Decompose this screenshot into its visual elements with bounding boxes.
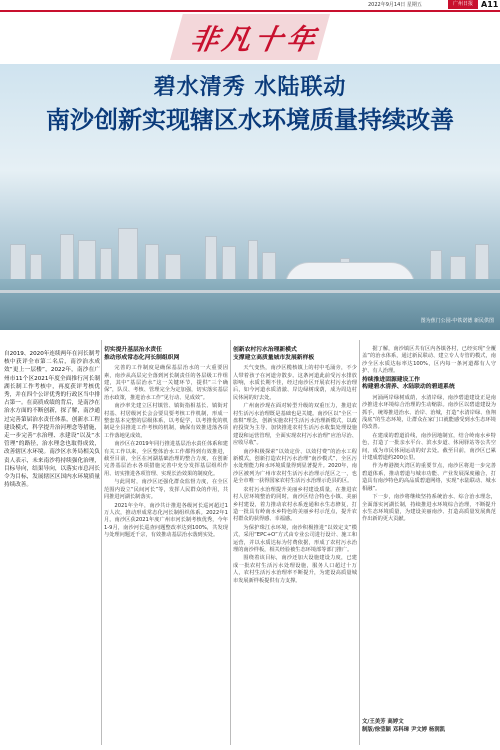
paragraph: 天气变热，南沙区榄核镇上的村中毛涌旁，不少人带着孩子在河道旁散步。这条河道此前受污水排放影响，水质长期不佳，经过南沙区开展农村污水治理后，如今河道水质清澈、岸边绿树成荫，成为周边村民休闲的好去处。 bbox=[233, 365, 357, 401]
section-heading: 切实提升基层治水责任 推动形成常态化河长制组织网 bbox=[104, 347, 180, 361]
paragraph: 完善的工作制度是确保基层治水的一大重要因素，南沙从高层完全落到河长制责任的各层级工作组建，其中“基层治水”这一关键环节，提供“三个确保”，队员、考核、管理完全为定加强，切实落实基层治水政策，推进治水工作“见行动、见成效”。 bbox=[104, 365, 228, 401]
byline bbox=[362, 718, 496, 734]
editor-line: 制版/徐莹颖 邓科璋 尹文婷 杨润凯 bbox=[362, 727, 446, 733]
paragraph: 与此同时，南沙区还强化群众监督力度，在全区范围内设立“民间河长”等，发挥人民群众的作用，共同推进河湖长制落实。 bbox=[104, 479, 228, 501]
article-column-2 bbox=[233, 346, 357, 586]
paragraph: 南沙区在2019年同行推进基层治水责任体系和建有关工作以来，全区整体治水工作都得到有效推进，截至目前，全区在河湖基础治理的整合力度，在创新完善基层治水各项措施完善中充分发挥基层组织作用、切实推进各项管理、实现长治效果的制度化。 bbox=[104, 441, 228, 477]
masthead-title bbox=[188, 18, 318, 58]
city-skyline bbox=[0, 214, 500, 284]
top-bar bbox=[0, 0, 500, 10]
paragraph: 围绕着该目标，南沙还加大设施建设力度，已建成一批农村生活污水处理设施，服务人口超过十万人，农村生活污水治理率不断提升，为建设高质量城市发展新样板提供有力支撑。 bbox=[233, 555, 357, 584]
article-column-1 bbox=[104, 346, 228, 541]
headline-line-2: 南沙创新实现辖区水环境质量持续改善 bbox=[46, 105, 454, 134]
column-divider bbox=[101, 340, 102, 745]
paragraph: 2021年全年，南沙共计推进各级河长巡河超过1万人次，推动形成常态化河长制组织体系。2022年1月，南沙区获2021年度广州市河长制考核优秀，今年1-9月，南沙河长巡查问题整改率达到100%，共发现与处理问题近千宗，有效推动基层治水落到实处。 bbox=[104, 502, 228, 539]
paragraph: 作为粤港澳大湾区的重要节点，南沙区将进一步完善碧道体系，推动碧道与城市功能、产业发展深度融合，打造具有南沙特色的高品质碧道网络，实现“水陆联动、城水相融”。 bbox=[362, 463, 496, 492]
issue-date: 2022年9月14日 星期五 bbox=[368, 2, 422, 8]
intro-column bbox=[4, 350, 100, 490]
paragraph: 河涌两岸绿树成荫，水清岸绿，南沙碧道建设正是南沙推进水环境综合治理的生动缩影。南沙区以碧道建设为抓手，统筹推进治水、治岸、治城，打造“水清岸绿、鱼翔浅底”的生态环境，让群众在家门口就能感受到水生态环境的改善。 bbox=[362, 394, 496, 431]
photo-credit: 图为蕉门公园-中铁诺德 新民供图 bbox=[420, 318, 494, 324]
author-line: 文/王美芳 高婷文 bbox=[362, 719, 404, 725]
paragraph: 广州南沙现在面对转型升级的双重压力，推进农村生活污水治理既是基础也是关键。南沙区以“全区一盘棋”理念，创新实施农村生活污水治理新模式，以政府投资为主导、加快推进农村生活污水收集处理设施建设和运营管理，全面实现农村污水治理“应治尽治、应收尽收”。 bbox=[233, 403, 357, 447]
paragraph: 南沙率先建立区村镇管、镇街指相基长、镇街对村基、村居级河长会会要员要考核工作机制，形成一整套基本完整的层级体系，以考促学，以考推优的机制是全县推进工作考核的机制，确保有效推进落各项工作落地见成效。 bbox=[104, 403, 228, 439]
paragraph: 农村污水治理提升美丽乡村建设质量，在推进农村人居环境整治的同时，南沙区结合特色小镇、美丽乡村建设，着力推动农村水系连通和水生态修复，打造一批具有岭南水乡特色的美丽乡村示范点，提升农村群众的获得感、幸福感。 bbox=[233, 486, 357, 523]
paragraph: 在建成的碧道沿线，南沙因地制宜，结合岭南水乡特色，打造了一批亲水平台、滨水步道、休闲驿站等公共空间，成为市民休闲运动的好去处。截至目前，南沙区已累计建成碧道约200公里。 bbox=[362, 432, 496, 462]
column-divider bbox=[359, 340, 360, 745]
section-tag: 广州日报 bbox=[448, 0, 478, 9]
section-heading: 创新农村污水治理新模式 支撑建立高质量城市发展新样板 bbox=[233, 347, 315, 361]
paragraph: 据了解，南沙镇区共有区内各镇各村，已经实现“全覆盖”的治水体系，通过新民联动、建立专人专管的模式，南沙全区水质达标率达100%，区内每一条河道都有人守护、有人治理。 bbox=[362, 346, 496, 375]
paragraph: 下一步，南沙将继续坚持系统治水、综合治水理念，全面落实河湖长制，持续推进水环境综合治理，不断提升水生态环境质量，为建设美丽南沙、打造高质量发展典范作出新的更大贡献。 bbox=[362, 494, 496, 523]
section-heading: 持续推进固源建设工作 构建碧水清养、水陆联动的碧道系统 bbox=[362, 376, 455, 391]
masthead-char: 年 bbox=[283, 23, 318, 56]
hero-photo bbox=[0, 64, 500, 330]
masthead-char: 非 bbox=[187, 23, 222, 56]
waterfront-road bbox=[0, 290, 500, 293]
intro-text: 自2019、2020年连续两年在河长制考核中获评全市第二名后，南沙治水成效“更上一层楼”，2022年，南沙在广州市11个区2021年度全面推行河长制湖长制工作考核中，再度获评考核优秀，并在四个公评优秀的行政区当中排占第一。在高质成绩的背后，是南沙在治水方面的不断创新，探了解，南沙通过完善第届治水责任体系，创新水工程建设模式，科学提升治河理念等措施，走一步完善“水治理、水建设”以及“水管理”的路径，治水理念也取得成效，改善辖区水环境。南沙区水务局相关负责人表示，未来南沙将持续强化治理，目标导向，结果导向，以落实市总河长令为目标，发展辖区区国内水环境质量持续改善。 bbox=[4, 351, 100, 489]
masthead-char: 凡 bbox=[219, 23, 254, 56]
column-divider bbox=[230, 340, 231, 745]
masthead-char: 十 bbox=[251, 23, 286, 56]
headline-line-1: 碧水清秀 水陆联动 bbox=[153, 74, 347, 100]
paragraph: 南沙积极探索“以效定价、以效付费”的治水工程新模式，创新打造农村污水治理“南沙模式”，全区污水处理能力和水环境质量得到显著提升。2020年，南沙区被列为广州市农村生活污水治理示范区之一，也是全市唯一获得国家农村生活污水治理示范县的区。 bbox=[233, 448, 357, 485]
page-number: A11 bbox=[481, 0, 499, 9]
paragraph: 为保护珠江水环境，南沙积极推进“以效定支”模式，采用“EPC+O”方式由专业公司进行设计、施工和运营，并以水质达标为付费依据，形成了农村污水治理的南沙样板，相关经验被生态环境部等部门推广。 bbox=[233, 524, 357, 553]
article-column-3 bbox=[362, 346, 496, 525]
